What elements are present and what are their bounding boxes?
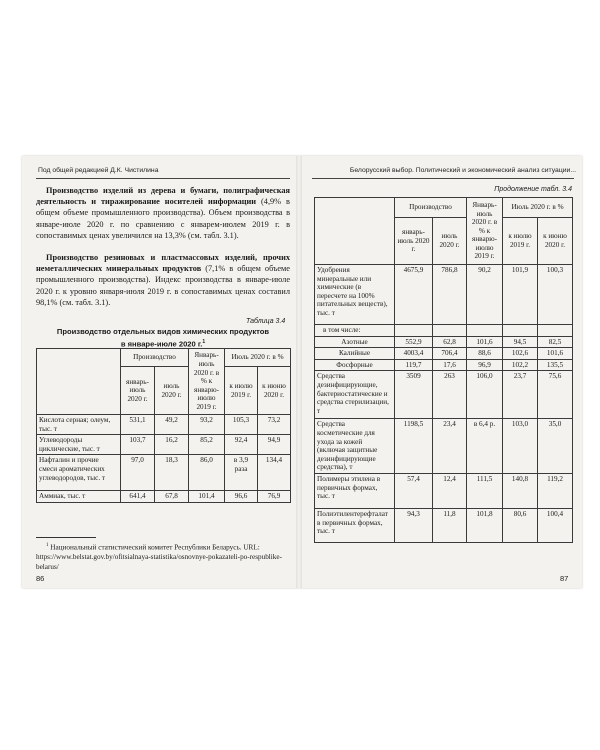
right-header-jan-jul: январь-июль 2020 г. bbox=[395, 218, 433, 265]
right-header-index: Январь-июль 2020 г. в % к январю-июлю 2019 г. bbox=[467, 198, 503, 265]
cell-to-june: 82,5 bbox=[538, 336, 573, 348]
left-header-production: Производство bbox=[121, 349, 189, 367]
cell-to-july: 94,5 bbox=[503, 336, 538, 348]
cell-jan-jul: 94,3 bbox=[395, 508, 433, 542]
table-row bbox=[37, 435, 291, 455]
table-row bbox=[315, 371, 573, 419]
left-running-head: Под общей редакцией Д.К. Чистилина bbox=[38, 167, 159, 174]
cell-index: 101,8 bbox=[467, 508, 503, 542]
cell-index: 86,0 bbox=[189, 455, 225, 491]
cell-to-june: 119,2 bbox=[538, 473, 573, 508]
cell-july: 706,4 bbox=[433, 348, 467, 360]
cell-to-july: 92,4 bbox=[225, 435, 258, 455]
row-label: Удобрения минеральные или химические (в пересчете на 100% питательных веществ), тыс. т bbox=[315, 265, 395, 325]
table-title-line1: Производство отдельных видов химических продуктов bbox=[56, 327, 270, 336]
cell-july: 12,4 bbox=[433, 473, 467, 508]
para2-bold: Производство резиновых и пластмассовых изделий, прочих неметаллических минеральных продуктов bbox=[36, 253, 290, 274]
cell-index: 106,0 bbox=[467, 371, 503, 419]
cell-jan-jul: 3509 bbox=[395, 371, 433, 419]
cell-index bbox=[467, 325, 503, 337]
row-label: Калийные bbox=[315, 348, 395, 360]
table-title-sup: 1 bbox=[202, 339, 206, 345]
continuation-label: Продолжение табл. 3.4 bbox=[494, 186, 572, 193]
cell-july: 62,8 bbox=[433, 336, 467, 348]
cell-to-july: 96,6 bbox=[225, 491, 258, 503]
footnote-rule bbox=[36, 537, 96, 538]
right-header-to-july: к июлю 2019 г. bbox=[503, 218, 538, 265]
cell-to-july: в 3,9 раза bbox=[225, 455, 258, 491]
table-row bbox=[315, 336, 573, 348]
cell-to-july: 102,2 bbox=[503, 359, 538, 371]
table-row bbox=[315, 359, 573, 371]
cell-index: в 6,4 р. bbox=[467, 419, 503, 474]
cell-jan-jul: 552,9 bbox=[395, 336, 433, 348]
row-label: Кислота серная; олеум, тыс. т bbox=[37, 415, 121, 435]
table-row bbox=[315, 265, 573, 325]
book-gutter bbox=[296, 156, 302, 588]
cell-jan-jul: 103,7 bbox=[121, 435, 155, 455]
right-table bbox=[314, 197, 573, 543]
table-row bbox=[315, 419, 573, 474]
row-label: Аммиак, тыс. т bbox=[37, 491, 121, 503]
left-header-july-group: Июль 2020 г. в % bbox=[225, 349, 291, 367]
row-label: Нафталин и прочие смеси ароматических углеводородов, тыс. т bbox=[37, 455, 121, 491]
cell-to-july: 102,6 bbox=[503, 348, 538, 360]
table-row bbox=[37, 491, 291, 503]
cell-to-june: 134,4 bbox=[258, 455, 291, 491]
cell-to-june: 94,9 bbox=[258, 435, 291, 455]
right-corner-cell bbox=[315, 198, 395, 265]
cell-july: 786,8 bbox=[433, 265, 467, 325]
cell-to-june: 135,5 bbox=[538, 359, 573, 371]
table-row bbox=[315, 325, 573, 337]
table-row bbox=[37, 455, 291, 491]
cell-to-july: 105,3 bbox=[225, 415, 258, 435]
cell-jan-jul: 4003,4 bbox=[395, 348, 433, 360]
cell-july: 67,8 bbox=[155, 491, 189, 503]
cell-to-june: 101,6 bbox=[538, 348, 573, 360]
cell-index: 101,6 bbox=[467, 336, 503, 348]
row-label: в том числе: bbox=[315, 325, 395, 337]
cell-index: 101,4 bbox=[189, 491, 225, 503]
cell-to-july: 140,8 bbox=[503, 473, 538, 508]
footnote-marker: 1 bbox=[46, 543, 49, 548]
cell-july: 16,2 bbox=[155, 435, 189, 455]
cell-to-june: 76,9 bbox=[258, 491, 291, 503]
cell-jan-jul: 1198,5 bbox=[395, 419, 433, 474]
right-running-head: Белорусский выбор. Политический и экономический анализ ситуации... bbox=[349, 167, 576, 174]
cell-jan-jul: 4675,9 bbox=[395, 265, 433, 325]
para2-text: (7,1% в общем объеме промышленного производства). Индекс производства в январе-июле 2020 г. к уровню января-июля 2019 г. в сопоставимых ценах составил 98,1% (см. табл. 3.1). bbox=[36, 264, 290, 307]
cell-to-june: 73,2 bbox=[258, 415, 291, 435]
footnote-text: Национальный статистический комитет Республики Беларусь. URL: https://www.belstat.gov.by/ofitsialnaya-statistika/osnovnye-pokazateli-po-respublike-belarus/ bbox=[36, 543, 282, 571]
row-label: Полиэтилентерефталат в первичных формах, тыс. т bbox=[315, 508, 395, 542]
cell-jan-jul bbox=[395, 325, 433, 337]
cell-index: 111,5 bbox=[467, 473, 503, 508]
cell-jan-jul: 531,1 bbox=[121, 415, 155, 435]
cell-to-june: 35,0 bbox=[538, 419, 573, 474]
right-page-number: 87 bbox=[560, 574, 569, 583]
cell-to-july: 23,7 bbox=[503, 371, 538, 419]
table-label: Таблица 3.4 bbox=[246, 318, 286, 325]
right-header-july-group: Июль 2020 г. в % bbox=[503, 198, 573, 218]
para1-bold: Производство изделий из дерева и бумаги, полиграфическая деятельность и тиражирование носителей информации bbox=[36, 186, 290, 207]
left-paragraph-1 bbox=[36, 185, 290, 241]
table-row bbox=[315, 473, 573, 508]
right-header-production: Производство bbox=[395, 198, 467, 218]
left-head-rule bbox=[36, 178, 290, 179]
cell-index: 85,2 bbox=[189, 435, 225, 455]
para1-text: (4,9% в общем объеме промышленного производства). Объем производства в январе-июле 2020 г. по сравнению с январем-июлем 2019 г. в сопоставимых ценах увеличился на 13,3% (см. табл. 3.1). bbox=[36, 197, 290, 240]
cell-index: 93,2 bbox=[189, 415, 225, 435]
cell-to-july bbox=[503, 325, 538, 337]
table-title bbox=[36, 327, 290, 350]
right-head-rule bbox=[312, 178, 574, 179]
cell-july: 263 bbox=[433, 371, 467, 419]
left-header-index: Январь-июль 2020 г. в % к январю-июлю 2019 г. bbox=[189, 349, 225, 415]
row-label: Полимеры этилена в первичных формах, тыс. т bbox=[315, 473, 395, 508]
cell-to-july: 80,6 bbox=[503, 508, 538, 542]
table-title-line2-text: в январе-июле 2020 г. bbox=[120, 339, 203, 349]
cell-jan-jul: 97,0 bbox=[121, 455, 155, 491]
cell-jan-jul: 641,4 bbox=[121, 491, 155, 503]
table-row bbox=[315, 508, 573, 542]
left-page-number: 86 bbox=[36, 574, 45, 583]
cell-index: 90,2 bbox=[467, 265, 503, 325]
left-corner-cell bbox=[37, 349, 121, 415]
left-header-to-july: к июлю 2019 г. bbox=[225, 367, 258, 415]
cell-to-june bbox=[538, 325, 573, 337]
cell-july: 11,8 bbox=[433, 508, 467, 542]
cell-july: 17,6 bbox=[433, 359, 467, 371]
left-header-to-june: к июню 2020 г. bbox=[258, 367, 291, 415]
cell-july: 23,4 bbox=[433, 419, 467, 474]
cell-to-july: 101,9 bbox=[503, 265, 538, 325]
right-header-july: июль 2020 г. bbox=[433, 218, 467, 265]
left-header-jan-jul: январь-июль 2020 г. bbox=[121, 367, 155, 415]
cell-to-july: 103,0 bbox=[503, 419, 538, 474]
left-table bbox=[36, 348, 291, 503]
cell-to-june: 100,3 bbox=[538, 265, 573, 325]
left-header-july: июль 2020 г. bbox=[155, 367, 189, 415]
row-label: Фосфорные bbox=[315, 359, 395, 371]
cell-index: 88,6 bbox=[467, 348, 503, 360]
cell-index: 96,9 bbox=[467, 359, 503, 371]
row-label: Азотные bbox=[315, 336, 395, 348]
cell-to-june: 75,6 bbox=[538, 371, 573, 419]
cell-july: 18,3 bbox=[155, 455, 189, 491]
left-paragraph-2 bbox=[36, 252, 290, 308]
right-header-to-june: к июню 2020 г. bbox=[538, 218, 573, 265]
cell-jan-jul: 119,7 bbox=[395, 359, 433, 371]
cell-july: 49,2 bbox=[155, 415, 189, 435]
cell-to-june: 100,4 bbox=[538, 508, 573, 542]
cell-july bbox=[433, 325, 467, 337]
table-row bbox=[37, 415, 291, 435]
cell-jan-jul: 57,4 bbox=[395, 473, 433, 508]
row-label: Средства косметические для ухода за кожей (включая защитные дезинфицирующие средства), т bbox=[315, 419, 395, 474]
footnote bbox=[36, 541, 290, 572]
row-label: Средства дезинфицирующие, бактериостатические и средства стерилизации, т bbox=[315, 371, 395, 419]
table-row bbox=[315, 348, 573, 360]
row-label: Углеводороды циклические, тыс. т bbox=[37, 435, 121, 455]
